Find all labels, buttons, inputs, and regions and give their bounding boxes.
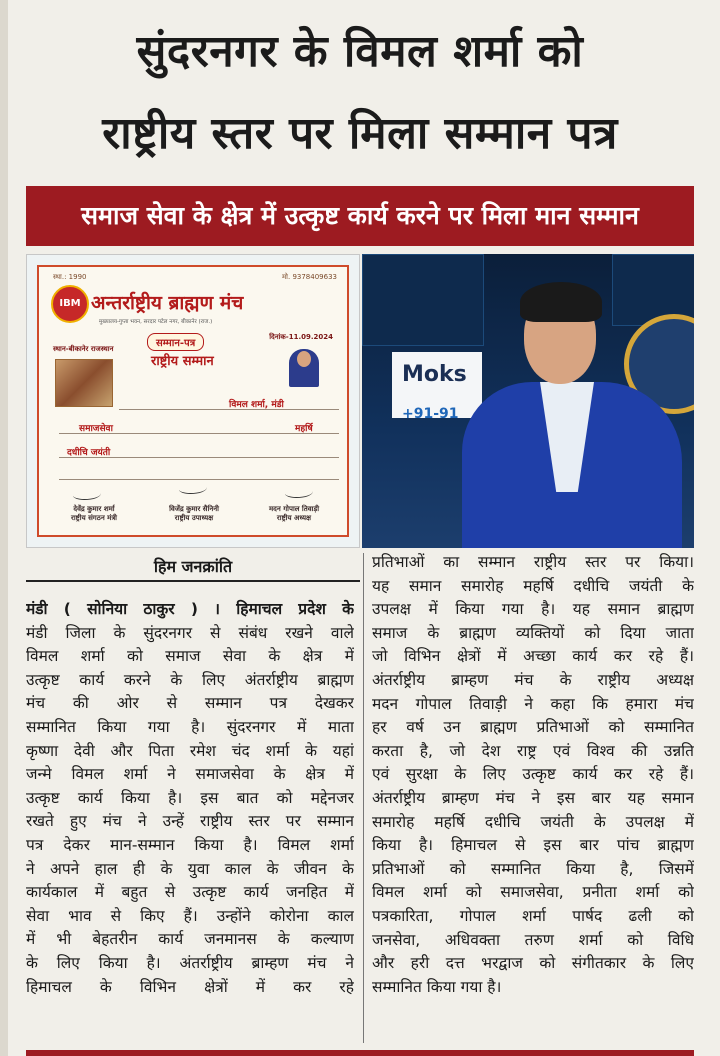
article-line: किया है। हिमाचल से इस बार पांच ब्राह्मण: [372, 836, 694, 855]
article-line: रखते हुए मंच ने उन्हें राष्ट्रीय स्तर पर सम्मान: [26, 812, 354, 831]
article-line: प्रतिभाओं का सम्मान राष्ट्रीय स्तर पर किया।: [372, 553, 694, 571]
byline: हिम जनक्रांति: [153, 557, 233, 576]
article-line: सम्मानित किया गया है।: [372, 977, 502, 996]
byline-rule: [26, 580, 360, 582]
article-line: में भी बेहतरीन कार्य जनमानस के कल्याण: [26, 930, 354, 949]
signature-1: देवेंद्र कुमार शर्मा राष्ट्रीय संगठन मंत्री: [71, 505, 117, 522]
column-divider: [363, 553, 364, 1043]
certificate-address: मुख्यालय-गुप्ता भवन, सरदार पटेल नगर, बीकानेर (राज.): [99, 319, 213, 325]
article-line: सम्मानित किया गया है। सुंदरनगर में माता: [26, 717, 354, 736]
certificate-badge: सम्मान-पत्र: [147, 333, 204, 351]
certificate-temple-image: [55, 359, 113, 407]
article-line: उत्कृष्ट कार्य किया है। इस बात को मद्देनजर: [26, 788, 354, 807]
certificate-award: राष्ट्रीय सम्मान: [151, 354, 214, 369]
article-line: हर वर्ष उन ब्राह्मण प्रतिभाओं को सम्मानित: [372, 718, 694, 737]
article-line: मंडी जिला के सुंदरनगर से संबंध रखने वाले: [26, 623, 354, 642]
certificate-recipient: विमल शर्मा, मंडी: [229, 400, 284, 410]
certificate-photo: [26, 254, 360, 548]
subheadline-bar: समाज सेवा के क्षेत्र में उत्कृष्ट कार्य करने पर मिला मान सम्मान: [26, 186, 694, 246]
certificate-honorific: महर्षि: [295, 424, 313, 434]
article-right-column: [372, 551, 694, 999]
article-line: पत्र देकर मान-सम्मान किया है। विमल शर्मा: [26, 835, 354, 854]
certificate-date: दिनांक-11.09.2024: [269, 333, 333, 341]
article-line: के लिए किया है। अंतर्राष्ट्रीय ब्राम्हण मंच ने: [26, 953, 354, 972]
signature-mark: [285, 487, 313, 498]
article-line: समारोह महर्षि दधीचि जयंती के उपलक्ष में: [372, 812, 694, 831]
page-edge: [0, 0, 8, 1056]
certificate-title: अन्तर्राष्ट्रीय ब्राह्मण मंच: [91, 292, 244, 314]
article-line: पत्रकारिता, गोपाल शर्मा पार्षद ढली को: [372, 906, 694, 925]
article-line: विमल शर्मा को समाजसेवा, प्रनीता शर्मा को: [372, 883, 694, 902]
certificate-field: समाजसेवा: [79, 424, 113, 434]
signature-3: मदन गोपाल तिवाड़ी राष्ट्रीय अध्यक्ष: [268, 505, 320, 522]
article-line: उत्कृष्ट कार्य करने के लिए अंतर्राष्ट्रीय ब्राह्मण: [26, 670, 354, 689]
backdrop-phone: +91-91: [402, 406, 459, 422]
certificate-line: [59, 479, 339, 480]
article-line: ने अपने हाल ही के युवा काल के जीवन के: [26, 859, 354, 878]
article-line: मंडी ( सोनिया ठाकुर ) । हिमाचल प्रदेश के: [26, 600, 354, 618]
signature-2: विजेंद्र कुमार सैनिनी राष्ट्रीय उपाध्यक्ष: [169, 505, 219, 522]
article-line: हिमाचल के विभिन क्षेत्रों में कर रहे: [26, 977, 354, 996]
article-line: प्रतिभाओं को सम्मानित किया है, जिसमें: [372, 859, 694, 878]
award-recipient-photo: [362, 254, 694, 548]
article-line: कृष्णा देवी और पिता रमेश चंद शर्मा के यहां: [26, 741, 354, 760]
certificate-frame: [37, 265, 349, 537]
article-line: कार्यकाल में बहुत से उत्कृष्ट कार्य जनहित में: [26, 883, 354, 902]
article-line: यह समान समारोह महर्षि दधीचि जयंती के: [372, 576, 694, 595]
article-line: जनसेवा, अधिवक्ता तरुण शर्मा को विधि: [372, 930, 694, 949]
bottom-bar: [26, 1050, 694, 1056]
certificate-event: दधीचि जयंती: [67, 448, 111, 458]
article-line: अंतर्राष्ट्रीय ब्राम्हण मंच ने इस बार यह समान: [372, 788, 694, 807]
article-line: मंच की ओर से सम्मान पत्र देखकर: [26, 694, 354, 713]
headline-line-2: राष्ट्रीय स्तर पर मिला सम्मान पत्र: [102, 108, 618, 159]
certificate-portrait: [289, 349, 319, 387]
article-line: जन्मे विमल शर्मा ने समाजसेवा के क्षेत्र में: [26, 765, 354, 784]
certificate-place: स्थान-बीकानेर राजस्थान: [53, 345, 114, 353]
signature-mark: [179, 483, 207, 494]
article-line: समाज के ब्राह्मण व्यक्तियों को दिया जाता: [372, 623, 694, 642]
signature-mark: [73, 489, 101, 500]
certificate-phone: मो. 9378409633: [282, 273, 337, 281]
article-left-column: [26, 598, 354, 999]
article-line: मदन गोपाल तिवाड़ी ने कहा कि हमारा मंच: [372, 694, 694, 713]
article-line: अंतर्राष्ट्रीय ब्राम्हण मंच के राष्ट्रीय अध्यक्ष: [372, 670, 694, 689]
article-line: एवं सुरक्षा के लिए उत्कृष्ट कार्य कर रहे हैं।: [372, 765, 694, 784]
backdrop-brand: Moks: [402, 362, 467, 387]
article-line: उपलक्ष में किया गया है। यह समान ब्राह्मण: [372, 600, 694, 619]
article-line: विमल शर्मा को समाज सेवा के क्षेत्र में: [26, 647, 354, 666]
backdrop-panel: [362, 254, 484, 346]
headline-line-1: सुंदरनगर के विमल शर्मा को: [136, 26, 584, 77]
person-hair: [520, 282, 602, 322]
article-line: और हरी दत्त भरद्वाज को संगीतकार के लिए: [372, 954, 694, 973]
article-line: करता है, जो देश राष्ट्र एवं विश्व की उन्नति: [372, 741, 694, 760]
article-line: जो विभिन क्षेत्रों में अच्छा कार्य कर रहे हैं।: [372, 647, 694, 666]
article-line: सेवा भाव से किए हैं। उन्होंने कोरोना काल: [26, 906, 354, 925]
certificate-reg: स्था.: 1990: [53, 273, 87, 281]
ibm-logo-icon: IBM: [51, 285, 89, 323]
